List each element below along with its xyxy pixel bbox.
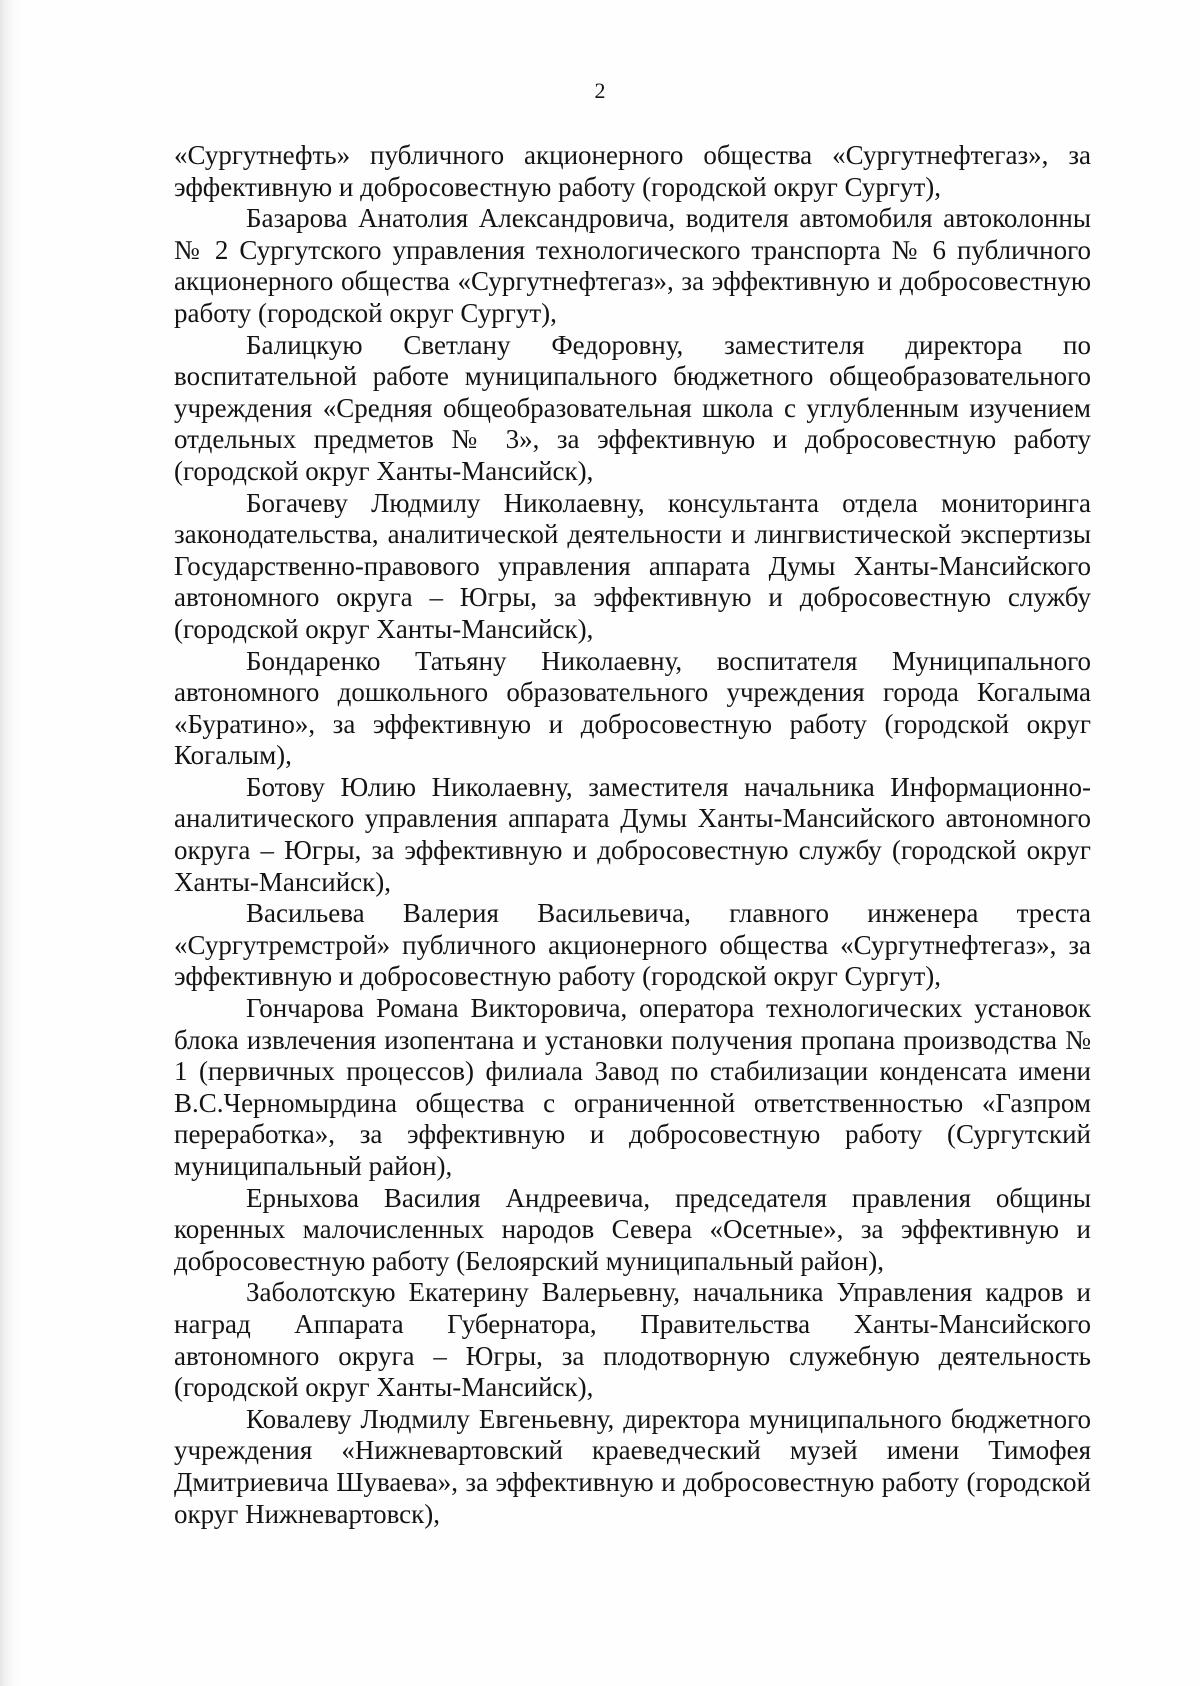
paragraph-award-entry: Базарова Анатолия Александровича, водителя автомобиля автоколонны № 2 Сургутского управления технологического транспорта № 6 публичного акционерного общества «Сургутнефтегаз», за эффективную и добросовестную работу (городской округ Сургут), [174, 203, 1091, 328]
document-body [174, 140, 1091, 1530]
scan-edge-shadow [0, 0, 22, 1686]
paragraph-award-entry: Богачеву Людмилу Николаевну, консультанта отдела мониторинга законодательства, аналитической деятельности и лингвистической экспертизы Государственно-правового управления аппарата Думы Ханты-Мансийского автономного округа – Югры, за эффективную и добросовестную службу (городской округ Ханты-Мансийск), [174, 487, 1091, 644]
paragraph-award-entry: Ерныхова Василия Андреевича, председателя правления общины коренных малочисленных народов Севера «Осетные», за эффективную и добросовестную работу (Белоярский муниципальный район), [174, 1182, 1091, 1276]
paragraph-award-entry: Заболотскую Екатерину Валерьевну, начальника Управления кадров и наград Аппарата Губернатора, Правительства Ханты-Мансийского автономного округа – Югры, за плодотворную служебную деятельность (городской округ Ханты-Мансийск), [174, 1277, 1091, 1403]
paragraph-award-entry: Балицкую Светлану Федоровну, заместителя директора по воспитательной работе муниципального бюджетного общеобразовательного учреждения «Средняя общеобразовательная школа с углубленным изучением отдельных предметов № 3», за эффективную и добросовестную работу (городской округ Ханты-Мансийск), [174, 329, 1091, 486]
paragraph-award-entry: Бондаренко Татьяну Николаевну, воспитателя Муниципального автономного дошкольного образовательного учреждения города Когалыма «Буратино», за эффективную и добросовестную работу (городской округ Когалым), [174, 645, 1091, 771]
paragraph-award-entry: Гончарова Романа Викторовича, оператора технологических установок блока извлечения изопентана и установки получения пропана производства № 1 (первичных процессов) филиала Завод по стабилизации конденсата имени В.С.Черномырдина общества с ограниченной ответственностью «Газпром переработка», за эффективную и добросовестную работу (Сургутский муниципальный район), [174, 993, 1091, 1181]
paragraph-award-entry: Ковалеву Людмилу Евгеньевну, директора муниципального бюджетного учреждения «Нижневартовский краеведческий музей имени Тимофея Дмитриевича Шуваева», за эффективную и добросовестную работу (городской округ Нижневартовск), [174, 1403, 1091, 1529]
paragraph-award-entry: Ботову Юлию Николаевну, заместителя начальника Информационно-аналитического управления аппарата Думы Ханты-Мансийского автономного округа – Югры, за эффективную и добросовестную службу (городской округ Ханты-Мансийск), [174, 771, 1091, 897]
page-number: 2 [594, 78, 606, 103]
paragraph-award-entry: Васильева Валерия Васильевича, главного инженера треста «Сургутремстрой» публичного акционерного общества «Сургутнефтегаз», за эффективную и добросовестную работу (городской округ Сургут), [174, 898, 1091, 992]
paragraph-continuation: «Сургутнефть» публичного акционерного общества «Сургутнефтегаз», за эффективную и добросовестную работу (городской округ Сургут), [174, 140, 1091, 202]
